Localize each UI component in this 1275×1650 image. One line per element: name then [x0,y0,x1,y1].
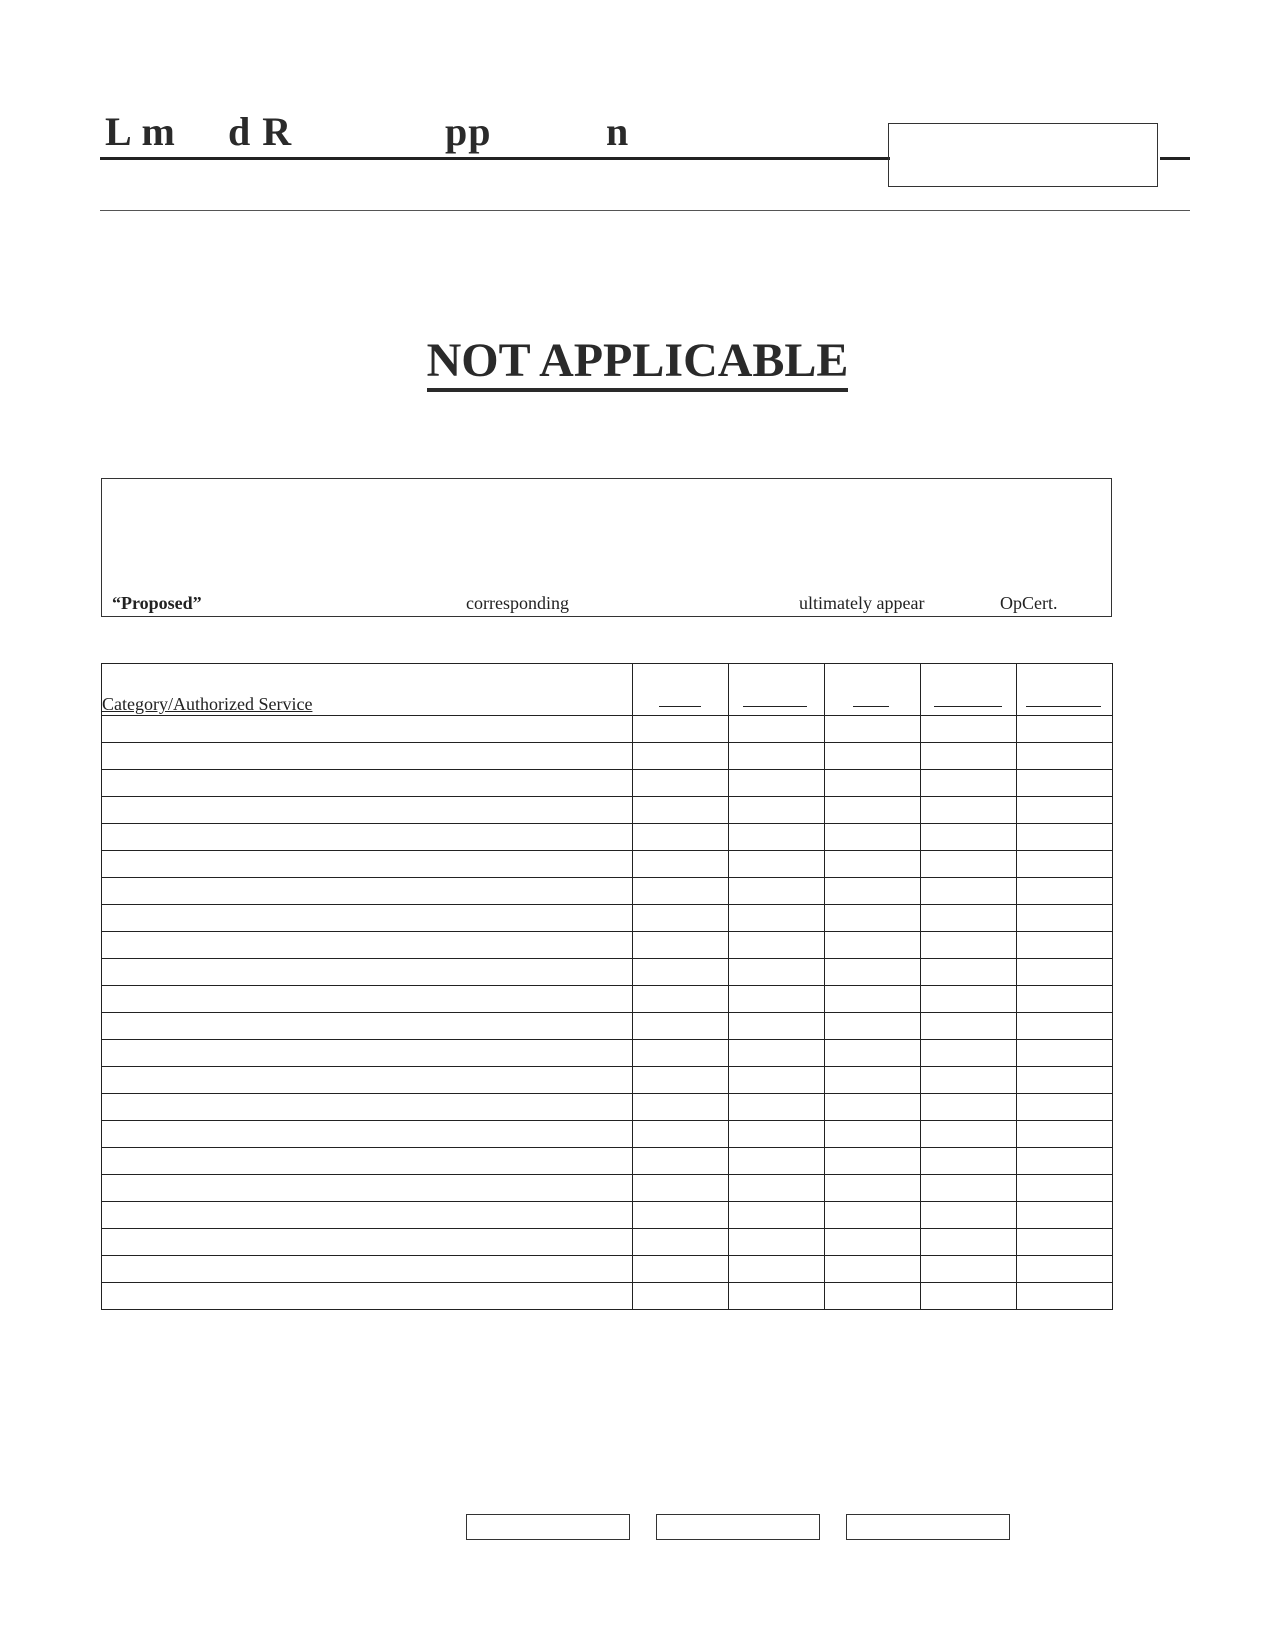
table-row [102,770,1113,797]
service-cell[interactable] [1017,851,1113,878]
service-cell[interactable] [825,824,921,851]
service-cell[interactable] [729,1148,825,1175]
service-cell[interactable] [825,932,921,959]
service-cell[interactable] [1017,1256,1113,1283]
column-header-line [659,706,701,708]
title-fragment-2: d R [228,109,293,154]
instructions-box [101,478,1112,617]
category-cell[interactable] [102,878,633,905]
category-cell[interactable] [102,1229,633,1256]
service-cell[interactable] [921,1256,1017,1283]
service-cell[interactable] [825,1094,921,1121]
table-row [102,716,1113,743]
category-cell[interactable] [102,716,633,743]
service-cell[interactable] [633,851,729,878]
service-cell[interactable] [825,1040,921,1067]
service-cell[interactable] [633,1283,729,1310]
service-cell[interactable] [825,986,921,1013]
category-cell[interactable] [102,1067,633,1094]
service-cell[interactable] [921,824,1017,851]
table-row [102,743,1113,770]
table-row [102,1148,1113,1175]
service-cell[interactable] [825,743,921,770]
table-row [102,1121,1113,1148]
service-cell[interactable] [921,1283,1017,1310]
table-row [102,797,1113,824]
service-cell[interactable] [729,1013,825,1040]
category-cell[interactable] [102,1283,633,1310]
table-row [102,1013,1113,1040]
service-cell[interactable] [825,1067,921,1094]
category-cell[interactable] [102,851,633,878]
category-header-cell [102,664,633,716]
service-cell[interactable] [729,1283,825,1310]
service-cell[interactable] [921,1148,1017,1175]
service-cell[interactable] [633,743,729,770]
service-cell[interactable] [729,1067,825,1094]
column-header-line [1026,706,1101,708]
table-row [102,878,1113,905]
column-header-cell [633,664,729,716]
column-header-cell [825,664,921,716]
table-row [102,986,1113,1013]
service-cell[interactable] [1017,905,1113,932]
service-cell[interactable] [825,1175,921,1202]
service-cell[interactable] [1017,1175,1113,1202]
service-cell[interactable] [1017,1040,1113,1067]
column-header-line [934,706,1002,708]
column-header-cell [921,664,1017,716]
table-row [102,905,1113,932]
service-cell[interactable] [825,1148,921,1175]
signature-box-2[interactable] [656,1514,820,1540]
section-divider [100,210,1190,211]
service-cell[interactable] [1017,986,1113,1013]
category-header-label: Category/Authorized Service [102,694,313,714]
service-cell[interactable] [825,1283,921,1310]
service-cell[interactable] [1017,770,1113,797]
title-fragment-4: n [606,109,630,154]
service-cell[interactable] [633,797,729,824]
service-cell[interactable] [729,797,825,824]
header-rule-right [1160,157,1190,160]
table-row [102,1256,1113,1283]
not-applicable-stamp [0,333,1275,389]
signature-box-3[interactable] [846,1514,1010,1540]
service-cell[interactable] [921,743,1017,770]
service-cell[interactable] [1017,878,1113,905]
table-row [102,851,1113,878]
service-cell[interactable] [1017,716,1113,743]
note-word-ultimately-appear: ultimately appear [799,593,925,613]
service-cell[interactable] [633,986,729,1013]
service-cell[interactable] [729,1202,825,1229]
service-cell[interactable] [633,1175,729,1202]
category-cell[interactable] [102,797,633,824]
service-cell[interactable] [633,932,729,959]
note-word-proposed: “Proposed” [112,593,202,613]
service-cell[interactable] [729,878,825,905]
category-cell[interactable] [102,1256,633,1283]
service-cell[interactable] [1017,1013,1113,1040]
service-cell[interactable] [729,1094,825,1121]
category-cell[interactable] [102,905,633,932]
service-cell[interactable] [633,1013,729,1040]
table-row [102,1229,1113,1256]
service-cell[interactable] [825,1229,921,1256]
service-cell[interactable] [921,959,1017,986]
document-id-box[interactable] [888,123,1158,187]
service-cell[interactable] [633,1040,729,1067]
service-cell[interactable] [921,770,1017,797]
column-header-line [743,706,807,708]
service-cell[interactable] [729,1040,825,1067]
title-fragment-1: L m [105,109,176,154]
service-cell[interactable] [921,1229,1017,1256]
service-cell[interactable] [1017,1229,1113,1256]
service-cell[interactable] [729,743,825,770]
service-cell[interactable] [1017,1094,1113,1121]
service-cell[interactable] [921,905,1017,932]
category-cell[interactable] [102,1121,633,1148]
service-cell[interactable] [921,1175,1017,1202]
category-cell[interactable] [102,986,633,1013]
table-row [102,959,1113,986]
category-cell[interactable] [102,1175,633,1202]
service-cell[interactable] [633,824,729,851]
service-cell[interactable] [825,851,921,878]
service-cell[interactable] [1017,743,1113,770]
not-applicable-text: NOT APPLICABLE [427,334,849,392]
table-row [102,1094,1113,1121]
service-cell[interactable] [921,716,1017,743]
service-cell[interactable] [633,1202,729,1229]
service-cell[interactable] [729,986,825,1013]
service-cell[interactable] [1017,1283,1113,1310]
service-cell[interactable] [1017,1148,1113,1175]
table-row [102,1175,1113,1202]
service-cell[interactable] [633,959,729,986]
column-header-cell [729,664,825,716]
service-cell[interactable] [921,932,1017,959]
service-cell[interactable] [825,770,921,797]
service-cell[interactable] [729,1229,825,1256]
service-cell[interactable] [921,986,1017,1013]
title-fragment-3: pp [445,109,492,154]
service-cell[interactable] [633,905,729,932]
authorized-services-table [101,663,1113,1310]
service-cell[interactable] [921,851,1017,878]
service-cell[interactable] [825,1256,921,1283]
category-cell[interactable] [102,1040,633,1067]
service-cell[interactable] [921,1013,1017,1040]
service-cell[interactable] [921,1094,1017,1121]
table-row [102,1202,1113,1229]
service-cell[interactable] [633,1256,729,1283]
service-cell[interactable] [633,716,729,743]
column-header-line [853,706,889,708]
service-cell[interactable] [921,878,1017,905]
table-row [102,824,1113,851]
service-cell[interactable] [825,905,921,932]
table-header-row [102,664,1113,716]
table-row [102,1040,1113,1067]
service-cell[interactable] [825,959,921,986]
note-word-corresponding: corresponding [466,593,569,613]
service-cell[interactable] [921,797,1017,824]
service-cell[interactable] [633,878,729,905]
service-cell[interactable] [729,959,825,986]
service-cell[interactable] [729,905,825,932]
service-cell[interactable] [633,1094,729,1121]
service-cell[interactable] [729,1175,825,1202]
header-rule [100,157,890,160]
service-cell[interactable] [921,1121,1017,1148]
service-cell[interactable] [1017,1121,1113,1148]
signature-box-1[interactable] [466,1514,630,1540]
service-cell[interactable] [729,824,825,851]
service-cell[interactable] [1017,797,1113,824]
service-cell[interactable] [1017,1067,1113,1094]
category-cell[interactable] [102,1013,633,1040]
category-cell[interactable] [102,743,633,770]
category-cell[interactable] [102,959,633,986]
category-cell[interactable] [102,932,633,959]
service-cell[interactable] [633,1148,729,1175]
category-cell[interactable] [102,1202,633,1229]
service-cell[interactable] [825,878,921,905]
table-row [102,932,1113,959]
service-cell[interactable] [1017,1202,1113,1229]
service-cell[interactable] [729,851,825,878]
service-cell[interactable] [825,716,921,743]
category-cell[interactable] [102,770,633,797]
category-cell[interactable] [102,1148,633,1175]
service-cell[interactable] [1017,932,1113,959]
service-cell[interactable] [825,1013,921,1040]
service-cell[interactable] [633,1229,729,1256]
table-row [102,1283,1113,1310]
table-row [102,1067,1113,1094]
service-cell[interactable] [633,1121,729,1148]
category-cell[interactable] [102,824,633,851]
service-cell[interactable] [633,1067,729,1094]
service-cell[interactable] [1017,824,1113,851]
service-cell[interactable] [729,716,825,743]
service-cell[interactable] [825,1121,921,1148]
service-cell[interactable] [825,1202,921,1229]
service-cell[interactable] [921,1040,1017,1067]
service-cell[interactable] [729,1256,825,1283]
service-cell[interactable] [729,932,825,959]
service-cell[interactable] [921,1202,1017,1229]
note-word-opcert: OpCert. [1000,593,1058,613]
category-cell[interactable] [102,1094,633,1121]
service-cell[interactable] [921,1067,1017,1094]
service-cell[interactable] [633,770,729,797]
service-cell[interactable] [729,1121,825,1148]
column-header-cell [1017,664,1113,716]
service-cell[interactable] [729,770,825,797]
service-cell[interactable] [825,797,921,824]
service-cell[interactable] [1017,959,1113,986]
